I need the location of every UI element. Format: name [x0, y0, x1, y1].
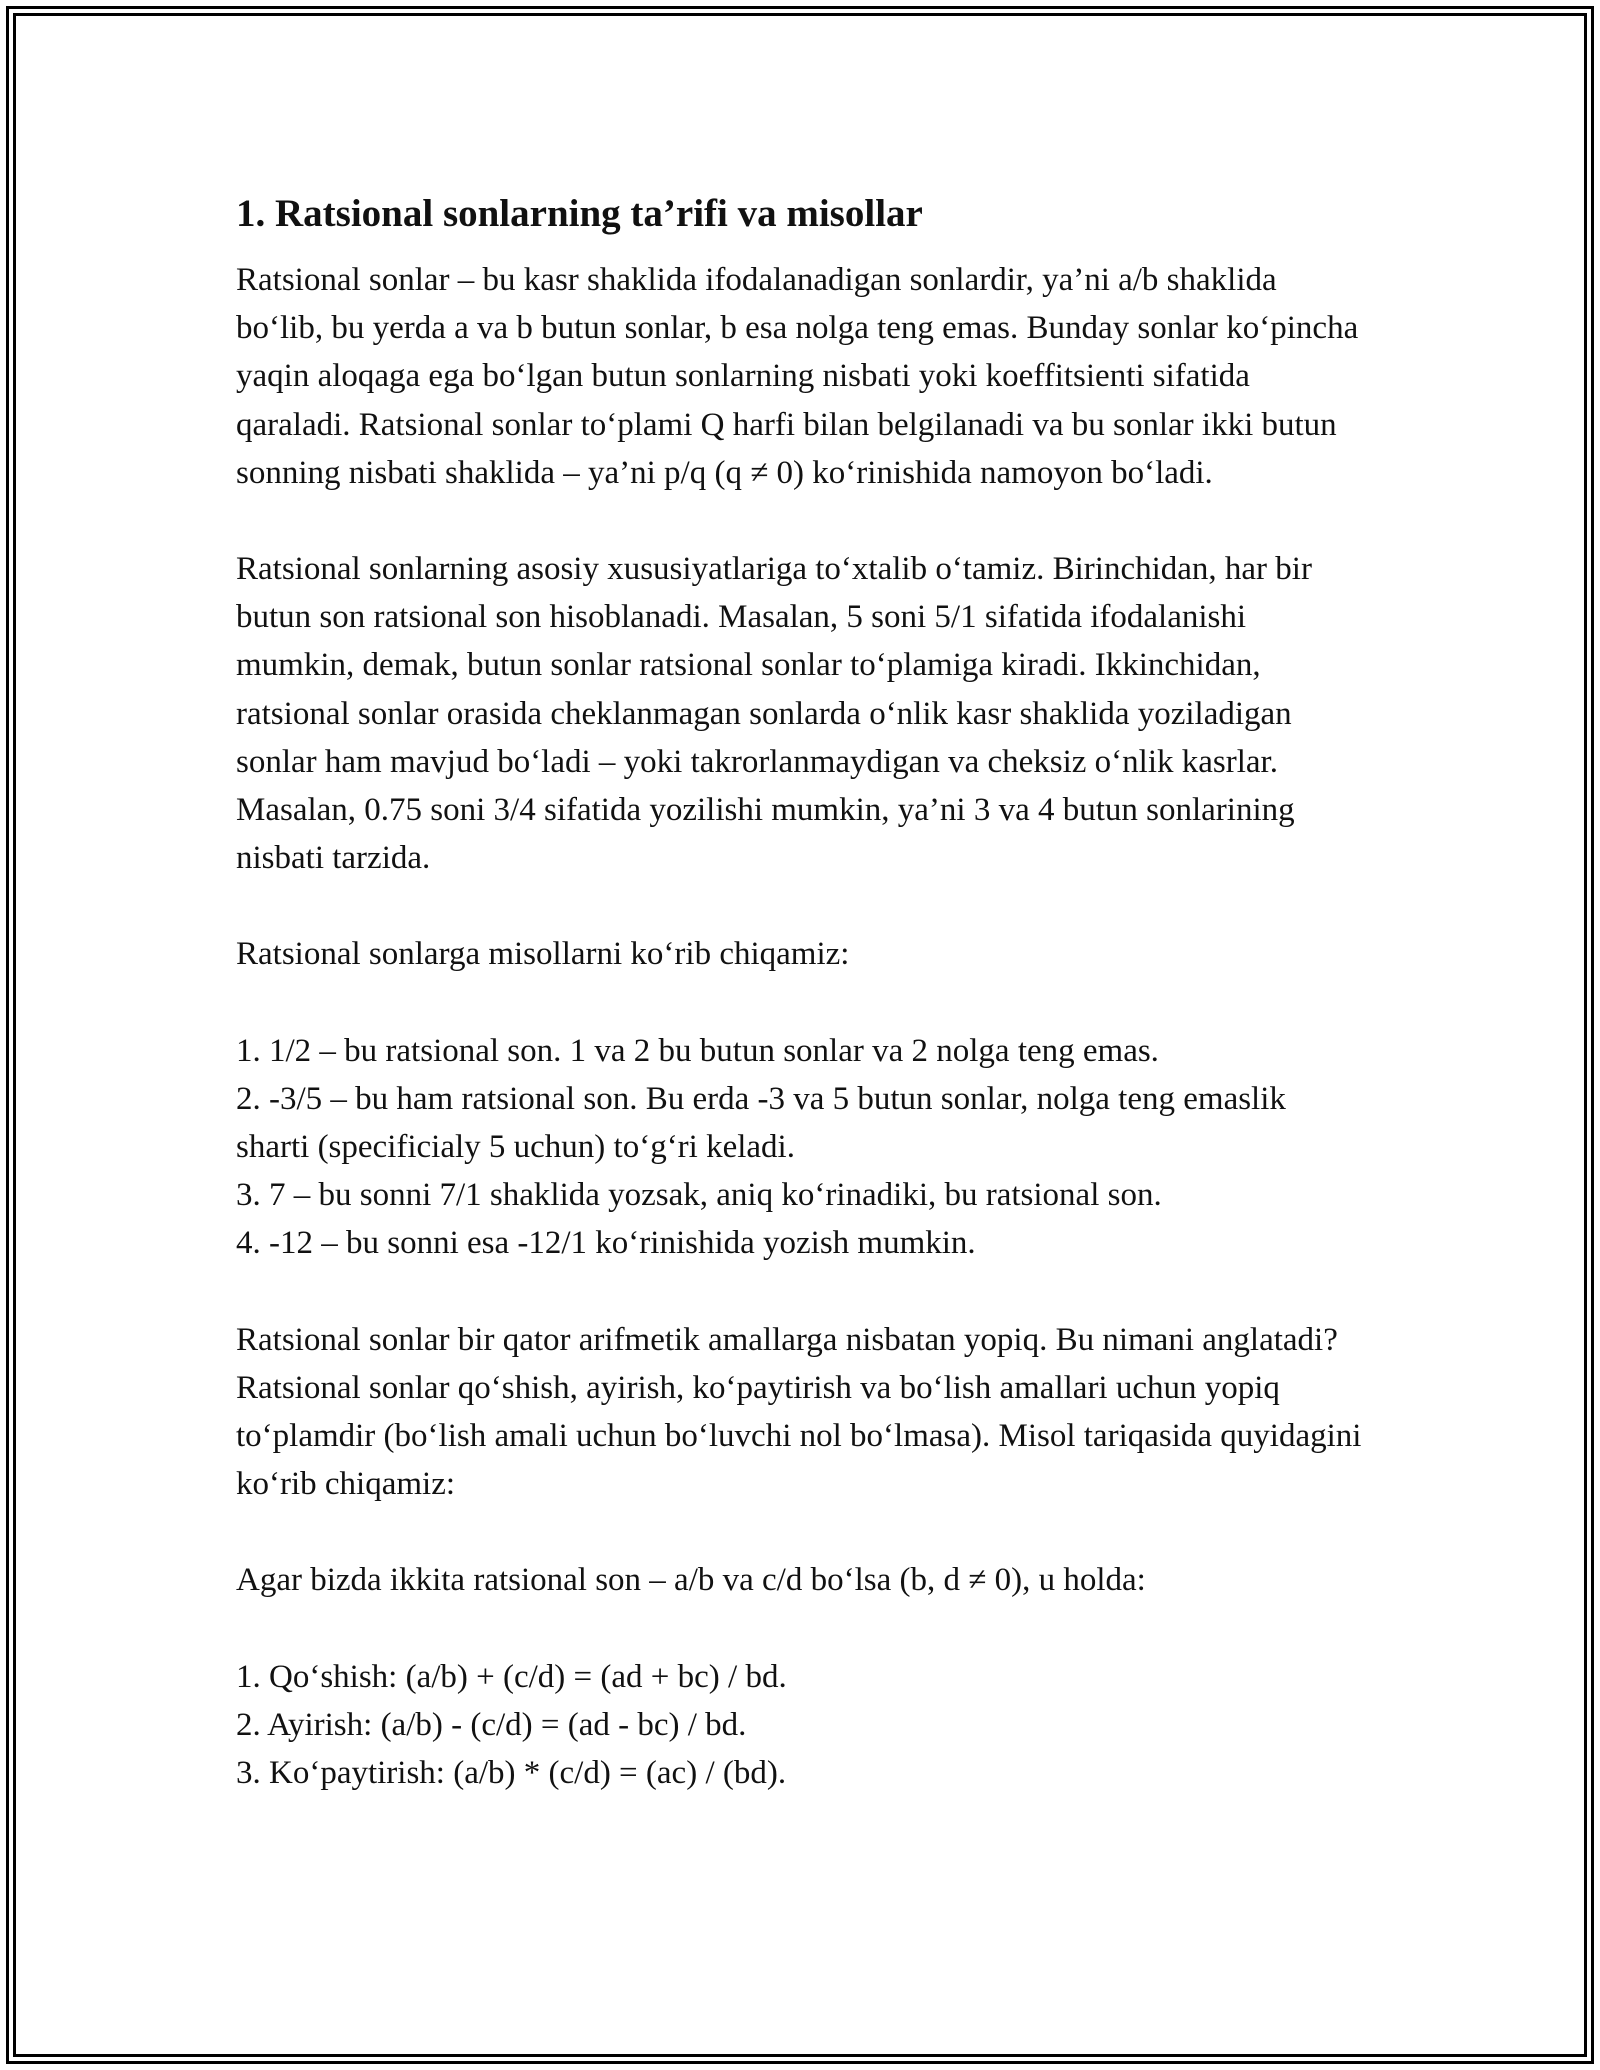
list-item: 3. Ko‘paytirish: (a/b) * (c/d) = (ac) / (bd). [236, 1755, 787, 1792]
operations-intro: Agar bizda ikkita ratsional son – a/b va c/d bo‘lsa (b, d ≠ 0), u holda: [236, 1562, 1146, 1599]
document-body [236, 186, 1366, 1845]
list-item: 2. Ayirish: (a/b) - (c/d) = (ad - bc) / bd. [236, 1706, 747, 1743]
list-item: 4. -12 – bu sonni esa -12/1 ko‘rinishida yozish mumkin. [236, 1225, 976, 1262]
examples-list [236, 1027, 1366, 1268]
operations-list [236, 1653, 1366, 1798]
examples-intro: Ratsional sonlarga misollarni ko‘rib chiqamiz: [236, 936, 850, 973]
properties-paragraph: Ratsional sonlarning asosiy xususiyatlariga to‘xtalib o‘tamiz. Birinchidan, har bir butun son ratsional son hisoblanadi. Masalan, 5 soni 5/1 sifatida ifodalanishi mumkin, demak, butun sonlar ratsional sonlar to‘plamiga kiradi. Ikkinchidan, ratsional sonlar orasida cheklanmagan sonlarda o‘nlik kasr shaklida yoziladigan sonlar ham mavjud bo‘ladi – yoki takrorlanmaydigan va cheksiz o‘nlik kasrlar. Masalan, 0.75 soni 3/4 sifatida yozilishi mumkin, ya’ni 3 va 4 butun sonlarining nisbati tarzida. [236, 551, 1312, 877]
list-item: 2. -3/5 – bu ham ratsional son. Bu erda -3 va 5 butun sonlar, nolga teng emaslik sharti (specificialy 5 uchun) to‘g‘ri keladi. [236, 1080, 1286, 1166]
section-title: 1. Ratsional sonlarning ta’rifi va misollar [236, 192, 923, 235]
definition-paragraph: Ratsional sonlar – bu kasr shaklida ifodalanadigan sonlardir, ya’ni a/b shaklida bo‘lib, bu yerda a va b butun sonlar, b esa nolga teng emas. Bunday sonlar ko‘pincha yaqin aloqaga ega bo‘lgan butun sonlarning nisbati yoki koeffitsienti sifatida qaraladi. Ratsional sonlar to‘plami Q harfi bilan belgilanadi va bu sonlar ikki butun sonning nisbati shaklida – ya’ni p/q (q ≠ 0) ko‘rinishida namoyon bo‘ladi. [236, 262, 1359, 491]
list-item: 3. 7 – bu sonni 7/1 shaklida yozsak, aniq ko‘rinadiki, bu ratsional son. [236, 1177, 1162, 1214]
list-item: 1. Qo‘shish: (a/b) + (c/d) = (ad + bc) / bd. [236, 1658, 787, 1695]
list-item: 1. 1/2 – bu ratsional son. 1 va 2 bu butun sonlar va 2 nolga teng emas. [236, 1032, 1159, 1069]
closure-paragraph: Ratsional sonlar bir qator arifmetik amallarga nisbatan yopiq. Bu nimani anglatadi? Ratsional sonlar qo‘shish, ayirish, ko‘paytirish va bo‘lish amallari uchun yopiq to‘plamdir (bo‘lish amali uchun bo‘luvchi nol bo‘lmasa). Misol tariqasida quyidagini ko‘rib chiqamiz: [236, 1321, 1362, 1503]
